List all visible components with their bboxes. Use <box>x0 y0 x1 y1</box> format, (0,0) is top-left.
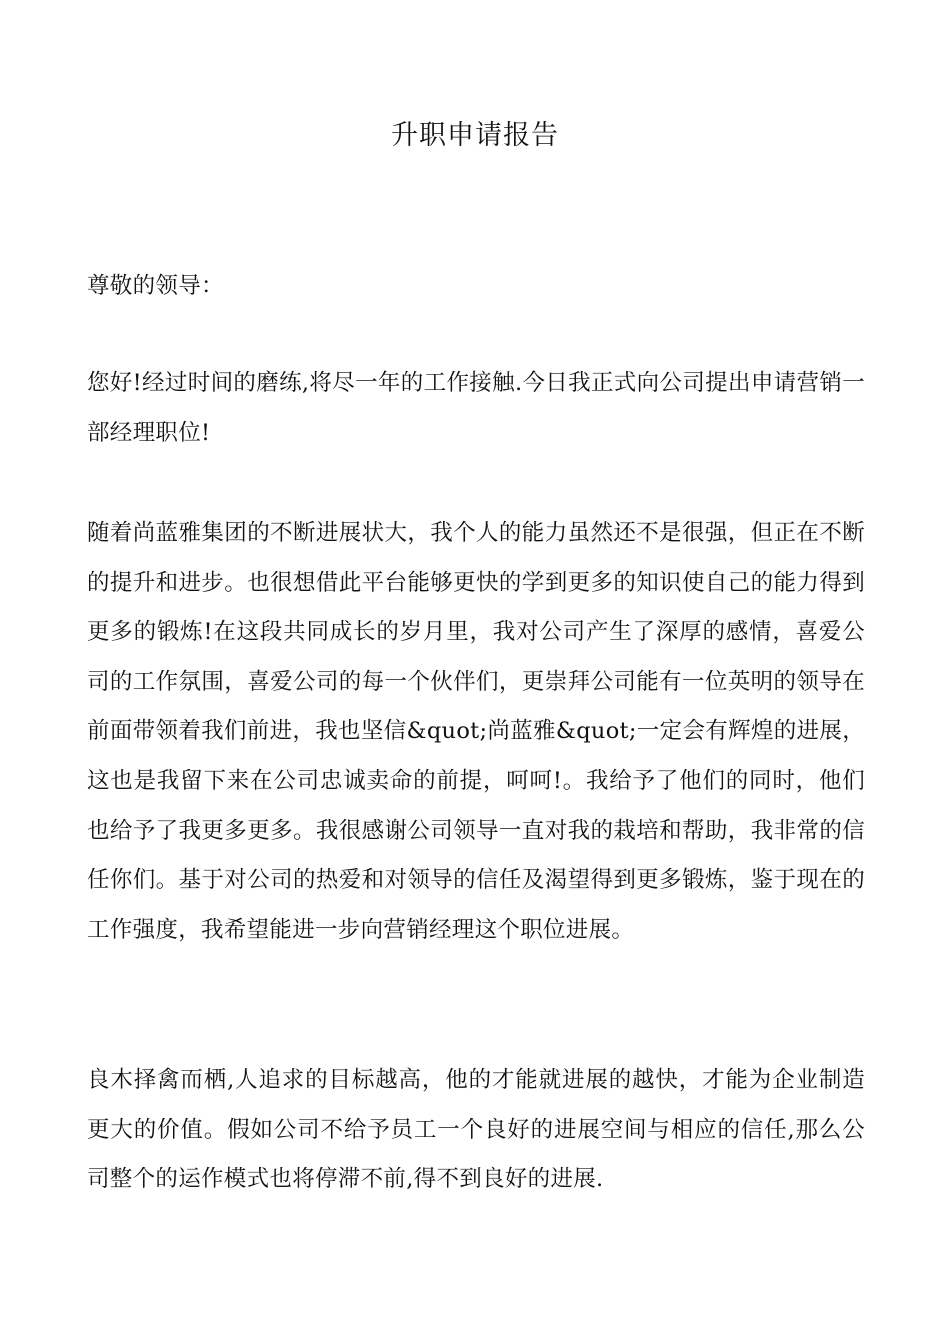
paragraph-reasons: 随着尚蓝雅集团的不断进展状大，我个人的能力虽然还不是很强，但正在不断的提升和进步。也很想借此平台能够更快的学到更多的知识使自己的能力得到更多的锻炼!在这段共同成长的岁月里，我对公司产生了深厚的感情，喜爱公司的工作氛围，喜爱公司的每一个伙伴们，更崇拜公司能有一位英明的领导在前面带领着我们前进，我也坚信&quot;尚蓝雅&quot;一定会有辉煌的进展，这也是我留下来在公司忠诚卖命的前提，呵呵!。我给予了他们的同时，他们也给予了我更多更多。我很感谢公司领导一直对我的栽培和帮助，我非常的信任你们。基于对公司的热爱和对领导的信任及渴望得到更多锻炼，鉴于现在的工作强度，我希望能进一步向营销经理这个职位进展。 <box>87 520 865 943</box>
salutation: 尊敬的领导： <box>87 273 224 299</box>
paragraph-conclusion: 良木择禽而栖,人追求的目标越高，他的才能就进展的越快，才能为企业制造更大的价值。假如公司不给予员工一个良好的进展空间与相应的信任,那么公司整个的运作模式也将停滞不前,得不到良好的进展. <box>87 1067 865 1193</box>
paragraph-greeting: 您好!经过时间的磨练,将尽一年的工作接触.今日我正式向公司提出申请营销一部经理职位! <box>87 370 865 446</box>
document-title: 升职申请报告 <box>391 120 559 151</box>
